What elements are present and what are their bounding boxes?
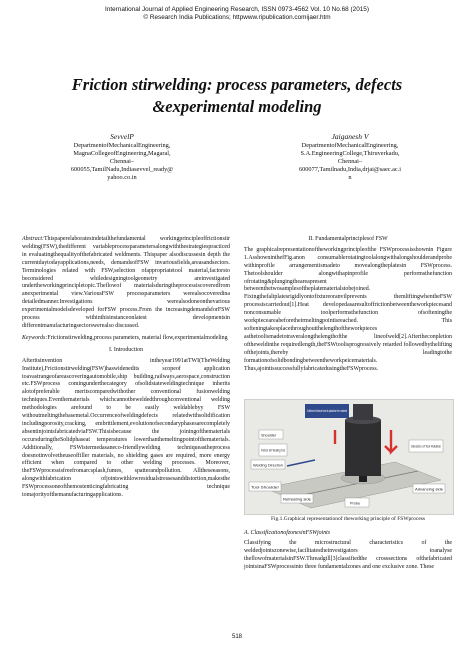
page-number: 518 — [231, 634, 242, 640]
intro-text: Afteritsinvention intheyear1991atTWI(TheWelding Institute),Frictionstirwelding(FSW)haswidenedits scopeof application toavastrangeofareascoveringautomobile,ship building,railways,aerospace,construction etc.FSWprocess comingunderthecategory ofsolidstateweldingtechnique inherits alotofpreferable meritscomparedwithother conventional fusionwelding techniques.Eventhematerials whichcannotbeweldedthroughconventional welding methodologies arefound to be easily weldablebyy FSW withoutmeltingthebasemetal.Occurrenceofweldingdefects relatedwithsolidification includingporosity,cracking, embrittlement,evolutionofsecondaryphasesarecompletely absentinjointsfabricatedviaFSW.Thisisbecause the joiningofthematerials occursduringtheSolidphaseat temperatures lowerthanthemeltingpointofthematerials. Additionally, FSWistermedasaneco-friendlywelding techniqueastheprocess doesnotinvolvetheuseoffiller materials, no shielding gases are required, more energy efficient when compared to other welding processes. Moreover, theFSWprocessisfreefromarcsplash,fumes, spatterandpollution. Alltheseeasons, alongwithfabrication ofjointswithlowresidualstressesanddistortion,makesthe FSWprocessoneofthemostenticingfabricating technique tomajorityofthemanufacturingapplications. — [22, 357, 230, 499]
author-affiliation-line: DepartmentofMechanicalEngineering, — [301, 142, 399, 149]
subsection-a-text: Classifying the microstructural characteristics of the weldedjointszonewise,facilitatestheinvestigators toanalyse theflowofmaterialsinFSW.Threadgill[3]classifiedthe crosssections ofthefabricated jointsinaFSWprocessinto three fundamentalzones and one exclusive zone. These — [244, 539, 452, 570]
keywords-paragraph — [22, 335, 230, 343]
journal-header — [0, 6, 474, 22]
author-block-2 — [250, 132, 450, 182]
author-affiliation-line: 600055,TamilNadu,Indiasevvel_ready@ — [70, 166, 174, 173]
rotation-label: Direction of Tool Rotation — [411, 444, 441, 449]
journal-header-line1: International Journal of Applied Engineering Research, ISSN 0973-4562 Vol. 10 No.68 (2015) — [105, 6, 369, 13]
journal-header-line2: © Research India Publications; httpwww.ripublication.comijaer.htm — [143, 14, 331, 21]
tool-shoulder-label: Tool Shoulder — [251, 485, 280, 490]
section2-heading: II. Fundamentalprinciplesof FSW — [308, 236, 388, 242]
author-email-line: n — [348, 174, 352, 181]
fsw-diagram — [245, 400, 453, 514]
probe-pin — [359, 476, 367, 482]
author-affiliation-line: Chennai– — [337, 158, 363, 165]
probe-label: Probe — [350, 501, 361, 506]
paper-title — [20, 74, 454, 118]
author-affiliation-line: 600077,Tamilnadu,India,drjai@saec.ac.i — [298, 166, 402, 173]
rotation-arrow — [385, 430, 397, 452]
author-affiliation-line: MagnaCollegeofEngineering,Magaral, — [73, 150, 171, 157]
subsection-a — [244, 530, 452, 573]
tool-shank — [353, 404, 373, 420]
advancing-label: Advancing side — [415, 487, 443, 492]
shoulder-label: Shoulder — [261, 433, 277, 438]
author-name: Jaiganesh V — [331, 132, 369, 141]
abstract-paragraph — [22, 236, 230, 331]
author-affiliation-line: S.A.EngineeringCollege,Thiruverkadu, — [300, 150, 400, 157]
author-email-line: yahoo.co.in — [107, 174, 137, 181]
tool-shoulder-body — [345, 420, 381, 476]
fsw-figure — [244, 399, 454, 515]
direction-label: Welding Direction — [253, 463, 283, 468]
author-block-1 — [22, 132, 222, 182]
retreating-label: Retreating side — [283, 497, 311, 502]
right-column — [244, 236, 452, 374]
keywords-label: Keywords: — [22, 334, 48, 341]
section2-text: The graphicalrepresentationoftheworkingprincipleofthe FSWprocessisshownin Figure 1.AsshowninthefFig.anon consumablerotatingtoolalongwithalongshoulderandprobe withinprofile arrangementismadeto movealongtheplatesin FSWprocess. Thetoolshoulder alongwithapinprofile performsthefunction ofrotating&plungingtheareapresent betweenthetwosamplesoftheplatematerialstobejoined. Fixingthefaltplatesrigidlyontofixtureoranvilprevents themliftingwhentheFSW processiscarriedout[1].Heat developedasaresultoffrictionbetweentheworkpiecesand nonconsumable toolperformsthefunction ofsofteningthe workpieceareabeforetheirmeltingpointisreached. This softeningtakesplacethroughoutthelengthoftheworkpieces asthetoolismadetotraveralongthelengthofthe lineofweld[2].Aftertheconpletion oftheweldinthe requiredlength,theFSWtoolisprogressively retarded followedbythelifting ofthejoints,thereby leadingtothe formationofsolidbondingbetweentheworkpeicematerials. Thus,ajointissuccessfullyfabricatedusingtheFSWprocess. — [244, 246, 452, 372]
author-affiliation-line: Chennai– — [109, 158, 135, 165]
welding-direction-arrow — [287, 460, 315, 466]
author-affiliation-line: DepartmentofMechanicalEngineering, — [73, 142, 171, 149]
paper-title-line1: Friction stirwelding: process parameters, defects — [71, 75, 403, 94]
author-name: SevvelP — [110, 132, 134, 141]
abstract-text: Thispaperelaboratesindetailthefundamental workingprincipleoffrictionstir welding(FSW),thedifferent variableprocessparametersalongwiththestrategiespracticed in evaluatingthequalityofthefabricated weldments. Thispaper alsodiscussesin depth the currentdaytodayapplications,needs, demandsofFSW invariousfields,areasandsectors. Terminologies related with FSW,selection ofappropriatetool material,factorsto beconsidered whiledesigningtoolgeometry areinvestigated undertheworkingprincipletopic.Theflowof materialsduringtheprocessiscoveredfrom anexperimental view.VariousFSW processparameters werealsocoveredina detailedmanner.Investigations werealsodoneonthevarious experimentalmodelsdeveloped forFSW process.From the increasingdemandsforFSW process withinthisinstanceonlatest developmentsin differentmanufacturingsectorswerealso discussed. — [22, 236, 230, 329]
abstract-label: Abstract: — [22, 236, 44, 242]
subsection-a-heading: A. ClassificationofzonesinFSWjoints — [244, 530, 331, 536]
keywords-text: Frictionstirwelding,process parameters, material flow,experimentalmodeling — [47, 334, 228, 341]
tool-label: Friction Stir Welding Tool — [261, 448, 286, 453]
intro-heading: I. Introduction — [108, 346, 144, 353]
heat-label: Sufficient frictional heat to plasticize the material — [307, 409, 348, 413]
paper-title-line2: &experimental modeling — [152, 97, 322, 116]
figure-caption: Fig.1.Graphical representationof theworking principle of FSWprocess — [270, 516, 426, 522]
left-column — [22, 236, 230, 501]
